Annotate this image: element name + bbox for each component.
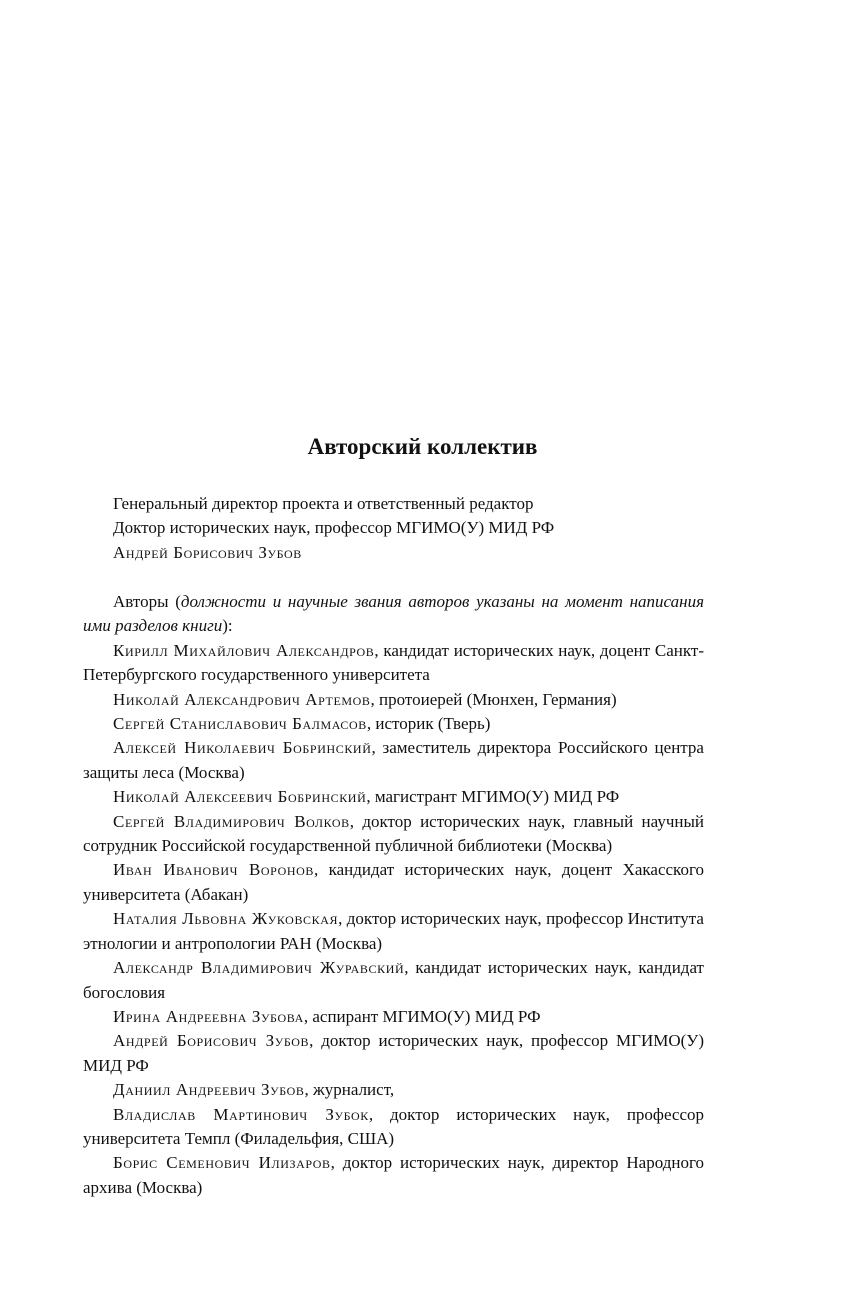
author-description: , заместитель директора Российского центра защиты леса (Москва) bbox=[83, 738, 704, 782]
editor-name bbox=[83, 541, 704, 565]
author-description: , историк (Тверь) bbox=[366, 714, 491, 734]
author-name: Андрей Борисович Зубов bbox=[113, 1031, 310, 1051]
author-name: Николай Александрович Артемов bbox=[113, 689, 371, 709]
authors-list bbox=[83, 590, 704, 1200]
author-entry bbox=[83, 785, 704, 809]
author-description: , доктор исторических наук, директор Народного архива (Москва) bbox=[83, 1153, 704, 1197]
authors-intro-note: должности и научные звания авторов указаны на момент написания ими разделов книги bbox=[83, 592, 704, 636]
author-entry bbox=[83, 1103, 704, 1152]
author-description: , кандидат исторических наук, доцент Санкт-Петербургского государственного университета bbox=[83, 640, 704, 685]
author-entry bbox=[83, 712, 704, 736]
author-description: , доктор исторических наук, главный научный сотрудник Российской государственной публичной библиотеки (Москва) bbox=[83, 811, 704, 856]
author-name: Алексей Николаевич Бобринский bbox=[113, 738, 372, 758]
author-name: Владислав Мартинович Зубок bbox=[113, 1104, 369, 1124]
authors-intro-suffix: ): bbox=[222, 616, 233, 636]
author-name: Николай Алексеевич Бобринский bbox=[113, 787, 367, 807]
author-description: , журналист, bbox=[304, 1080, 395, 1100]
author-name: Борис Семенович Илизаров bbox=[113, 1153, 331, 1173]
author-entry bbox=[83, 810, 704, 859]
author-entry bbox=[83, 736, 704, 785]
author-description: , аспирант МГИМО(У) МИД РФ bbox=[303, 1006, 541, 1026]
editor-name-text: Андрей Борисович Зубов bbox=[113, 542, 302, 562]
author-name: Сергей Владимирович Волков bbox=[113, 811, 350, 831]
author-description: , протоиерей (Мюнхен, Германия) bbox=[370, 689, 617, 709]
author-entry bbox=[83, 956, 704, 1005]
authors-intro bbox=[83, 590, 704, 639]
author-name: Александр Владимирович Журавский bbox=[113, 958, 405, 978]
author-entry bbox=[83, 1151, 704, 1200]
author-description: , доктор исторических наук, профессор Института этнологии и антропологии РАН (Москва) bbox=[83, 909, 704, 953]
editor-info bbox=[83, 492, 704, 565]
editor-role-line: Генеральный директор проекта и ответственный редактор bbox=[113, 494, 534, 513]
author-description: , кандидат исторических наук, кандидат богословия bbox=[83, 958, 704, 1002]
page-title: Авторский коллектив bbox=[307, 434, 538, 459]
author-name: Даниил Андреевич Зубов bbox=[113, 1080, 305, 1100]
author-description: , кандидат исторических наук, доцент Хакасского университета (Абакан) bbox=[83, 860, 704, 904]
authors-intro-prefix: Авторы ( bbox=[113, 592, 181, 611]
author-name: Иван Иванович Воронов bbox=[113, 860, 314, 880]
author-name: Наталия Львовна Жуковская bbox=[113, 909, 339, 929]
author-entry bbox=[83, 639, 704, 688]
author-description: , доктор исторических наук, профессор МГИМО(У) МИД РФ bbox=[83, 1031, 704, 1075]
author-entry bbox=[83, 907, 704, 956]
author-name: Ирина Андреевна Зубова bbox=[113, 1006, 304, 1026]
editor-degree-line: Доктор исторических наук, профессор МГИМО(У) МИД РФ bbox=[113, 518, 555, 538]
author-entry bbox=[83, 688, 704, 712]
author-name: Сергей Станиславович Балмасов bbox=[113, 714, 367, 734]
author-description: , доктор исторических наук, профессор университета Темпл (Филадельфия, США) bbox=[83, 1104, 704, 1148]
author-entry bbox=[83, 1005, 704, 1029]
author-name: Кирилл Михайлович Александров bbox=[113, 640, 375, 660]
author-description: , магистрант МГИМО(У) МИД РФ bbox=[366, 787, 620, 807]
author-entry bbox=[83, 1029, 704, 1078]
author-entry bbox=[83, 858, 704, 907]
author-entry bbox=[83, 1078, 704, 1102]
